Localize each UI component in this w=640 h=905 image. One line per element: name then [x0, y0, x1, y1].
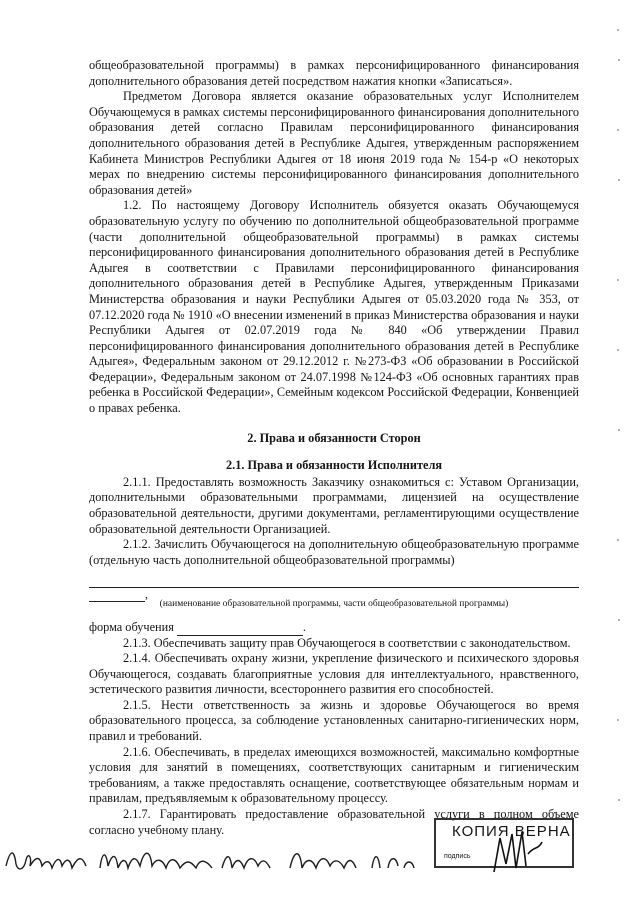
section-heading-rights: 2. Права и обязанности Сторон: [247, 430, 421, 445]
program-name-caption: (наименование образовательной программы, части общеобразовательной программы): [159, 599, 509, 610]
clause-2-1-1: 2.1.1. Предоставлять возможность Заказчику ознакомиться с: Уставом Организации, дополнительными образовательными программами, лицензией на осуществление образовательной деятельности, другими документами, регламентирующими осуществление образовательной деятельности Организацией.: [89, 474, 579, 536]
study-form-blank: [177, 624, 303, 636]
study-form-dot: .: [302, 619, 306, 634]
clause-2-1-3: 2.1.3. Обеспечивать защиту прав Обучающегося в соответствии с законодательством.: [123, 635, 571, 650]
clause-2-1-6: 2.1.6. Обеспечивать, в пределах имеющихся возможностей, максимально комфортные условия для занятий в помещениях, соответствующих санитарным и гигиеническим требованиям, а также предоставлять оснащение, соответствующее обязательным нормам и правилам, предъявляемым к образовательному процессу.: [89, 744, 579, 806]
paragraph-subject: Предметом Договора является оказание образовательных услуг Исполнителем Обучающемуся в рамках системы персонифицированного финансирования дополнительного образования детей согласно Правилам персонифицированного финансирования дополнительного образования детей в Республике Адыгея, утвержденным распоряжением Кабинета Министров Республики Адыгея от 18 июня 2019 года № 154-р «О некоторых мерах по внедрению системы персонифицированного финансирования дополнительного образования детей»: [89, 89, 579, 197]
study-form-row: [89, 620, 579, 636]
clause-2-1-4: 2.1.4. Обеспечивать охрану жизни, укрепление физического и психического здоровья Обучающегося, создавать благоприятные условия для интеллектуального, нравственного, эстетического развития личности, всестороннего развития его способностей.: [89, 651, 579, 697]
stamp-signature-scribble: [488, 824, 548, 876]
program-name-blank-line: [89, 568, 579, 588]
stamp-signature-label: подпись: [444, 853, 471, 860]
subsection-heading-executor: 2.1. Права и обязанности Исполнителя: [225, 458, 443, 473]
study-form-label: форма обучения: [89, 619, 174, 634]
paragraph-intro-end: общеобразовательной программы) в рамках персонифицированного финансирования дополнительного образования детей посредством нажатия кнопки «Записаться».: [89, 58, 579, 88]
stamp-title: КОПИЯ ВЕРНА: [452, 823, 571, 840]
blank-tail-comma: ,: [145, 586, 148, 601]
clause-2-1-7: 2.1.7. Гарантировать предоставление образовательной услуги в полном объеме согласно учебному плану.: [89, 807, 579, 837]
handwritten-signature-line: [0, 830, 430, 900]
clause-2-1-2: 2.1.2. Зачислить Обучающегося на дополнительную общеобразовательную программе (отдельную часть дополнительной общеобразовательной программы): [89, 537, 579, 567]
scan-margin-dots: [612, 20, 628, 880]
paragraph-1-2: 1.2. По настоящему Договору Исполнитель обязуется оказать Обучающемуся образовательную услугу по обучению по дополнительной общеобразовательной программе (части дополнительной общеобразовательной программы) в рамках системы персонифицированного финансирования дополнительного образования детей в Республике Адыгея в соответствии с Правилами персонифицированного финансирования дополнительного образования детей в Республике Адыгея, утвержденным Приказами Министерства образования и науки Республики Адыгея от 05.03.2020 года № 353, от 07.12.2020 года № 1910 «О внесении изменений в приказ Министерства образования и науки Республики Адыгея от 02.07.2019 года № 840 «Об утверждении Правил персонифицированного финансирования дополнительного образования детей в Республике Адыгея», Федеральным законом от 29.12.2012 г. №273-ФЗ «Об образовании в Российской Федерации», Федеральным законом от 24.07.1998 №124-ФЗ «Об основных гарантиях прав ребенка в Российской Федерации», Семейным кодексом Российской Федерации, Конвенцией о правах ребенка.: [89, 198, 579, 416]
copy-certified-stamp: [434, 818, 574, 868]
document-body: [89, 58, 579, 838]
clause-2-1-5: 2.1.5. Нести ответственность за жизнь и здоровье Обучающегося во время образовательного процесса, за соблюдение установленных санитарно-гигиенических норм, правил и требований.: [89, 697, 579, 744]
